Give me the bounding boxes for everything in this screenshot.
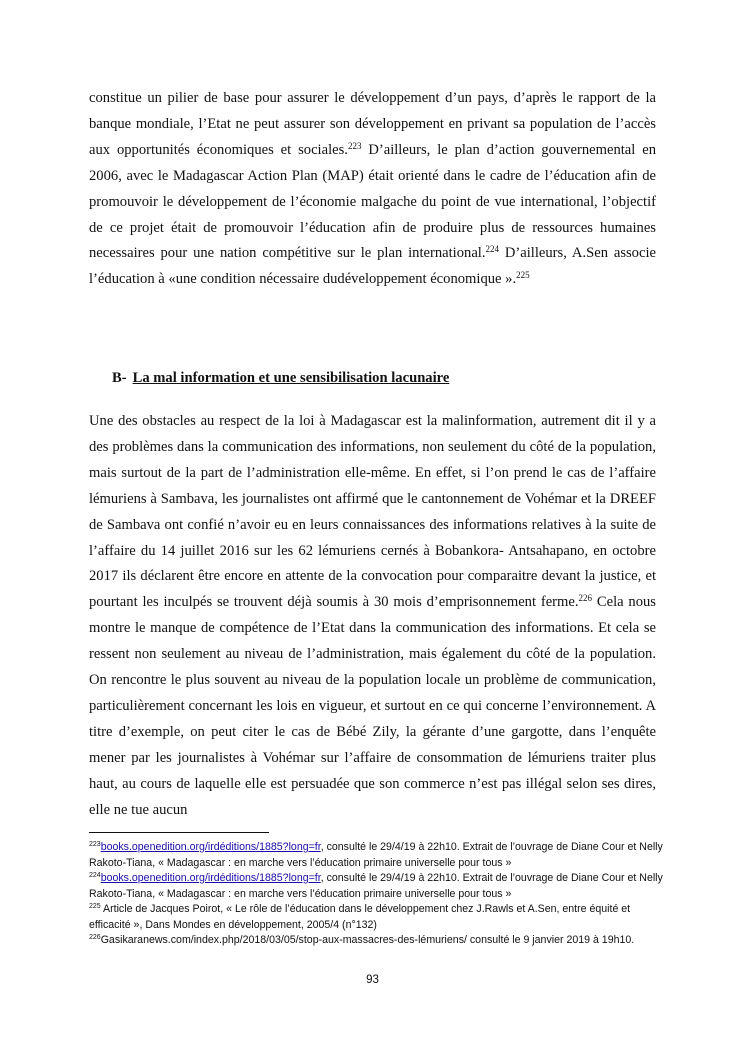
paragraph-text: D’ailleurs, A.Sen associe l’éducation à «une condition nécessaire dudéveloppement économique ». <box>89 245 656 288</box>
section-title: La mal information et une sensibilisation lacunaire <box>132 370 450 386</box>
footnote-link[interactable]: books.openedition.org/irdéditions/1885?long=fr <box>100 872 321 884</box>
paragraph-text: D’ailleurs, le plan d’action gouvernemental en 2006, avec le Madagascar Action Plan (MAP) était orienté dans le cadre de l’éducation afin de promouvoir le développement de l’économie malgache du point de vue international, l’objectif de ce projet était de promouvoir l’éducation afin de produire plus de ressources humaines necessaires pour une nation compétitive sur le plan international. <box>89 141 656 262</box>
footnote-ref-226[interactable]: 226 <box>578 593 593 604</box>
footnote-ref-223[interactable]: 223 <box>347 140 362 151</box>
paragraph-text: Une des obstacles au respect de la loi à Madagascar est la malinformation, autrement dit il y a des problèmes dans la communication des informations, non seulement du côté de la population, mais surtout de la part de l’administration elle-même. En effet, si l’on prend le cas de l’affaire lémuriens à Sambava, les journalistes ont affirmé que le cantonnement de Vohémar et la DREEF de Sambava ont confié n’avoir eu en leurs connaissances des informations relatives à la suite de l’affaire du 14 juillet 2016 sur les 62 lémuriens cernés à Bobankora- Antsahapano, en octobre 2017 ils déclarent être encore en attente de la convocation pour comparaitre devant la justice, et pourtant les inculpés se trouvent déjà soumis à 30 mois d’emprisonnement ferme. <box>89 413 656 611</box>
section-heading <box>112 370 449 387</box>
footnote-link[interactable]: books.openedition.org/irdéditions/1885?long=fr <box>100 841 321 853</box>
body-paragraph-2 <box>89 409 656 824</box>
footnote-number: 225 <box>89 903 101 910</box>
footnote-226 <box>89 933 664 949</box>
footnote-224 <box>89 871 664 902</box>
footnote-text: , consulté le 29/4/19 à 22h10. Extrait de l’ouvrage de Diane Cour et Nelly Rakoto-Tiana, « Madagascar : en marche vers l’éducation primaire universelle pour tous » <box>89 841 663 869</box>
footnote-text: Article de Jacques Poirot, « Le rôle de l’éducation dans le développement chez J.Rawls et A.Sen, entre équité et efficacité », Dans Mondes en développement, 2005/4 (n°132) <box>89 903 631 931</box>
footnote-ref-225[interactable]: 225 <box>516 270 530 281</box>
footnote-number: 226 <box>89 934 101 941</box>
footnote-number: 224 <box>89 872 101 879</box>
paragraph-text: Cela nous montre le manque de compétence de l’Etat dans la communication des informations. Et cela se ressent non seulement au niveau de l’administration, mais également du côté de la population. On rencontre le plus souvent au niveau de la population locale un problème de communication, particulièrement concernant les lois en vigueur, et surtout en ce qui concerne l’environnement. A titre d’exemple, on peut citer le cas de Bébé Zily, la gérante d’une gargotte, dans l’enquête mener par les journalistes à Vohémar sur l’affaire de consommation de lémuriens traiter plus haut, au cours de laquelle elle est persuadée que son commerce n’est pas illégal selon ses dires, elle ne tue aucun <box>89 594 656 818</box>
footnote-separator <box>89 832 269 833</box>
footnote-225 <box>89 902 664 933</box>
footnote-text: , consulté le 29/4/19 à 22h10. Extrait de l’ouvrage de Diane Cour et Nelly Rakoto-Tiana, « Madagascar : en marche vers l’éducation primaire universelle pour tous » <box>89 872 663 900</box>
body-paragraph-1 <box>89 86 656 293</box>
footnote-223 <box>89 840 664 871</box>
section-marker: B- <box>112 370 127 386</box>
page-number: 93 <box>366 974 379 986</box>
footnote-number: 223 <box>89 841 101 848</box>
footnotes <box>89 840 664 949</box>
paragraph-text: constitue un pilier de base pour assurer le développement d’un pays, d’après le rapport de la banque mondiale, l’Etat ne peut assurer son développement en privant sa population de l’accès aux opportunités économiques et sociales. <box>89 90 656 158</box>
footnote-text: Gasikaranews.com/index.php/2018/03/05/stop-aux-massacres-des-lémuriens/ consulté le 9 janvier 2019 à 19h10. <box>100 934 635 946</box>
footnote-ref-224[interactable]: 224 <box>485 244 500 255</box>
